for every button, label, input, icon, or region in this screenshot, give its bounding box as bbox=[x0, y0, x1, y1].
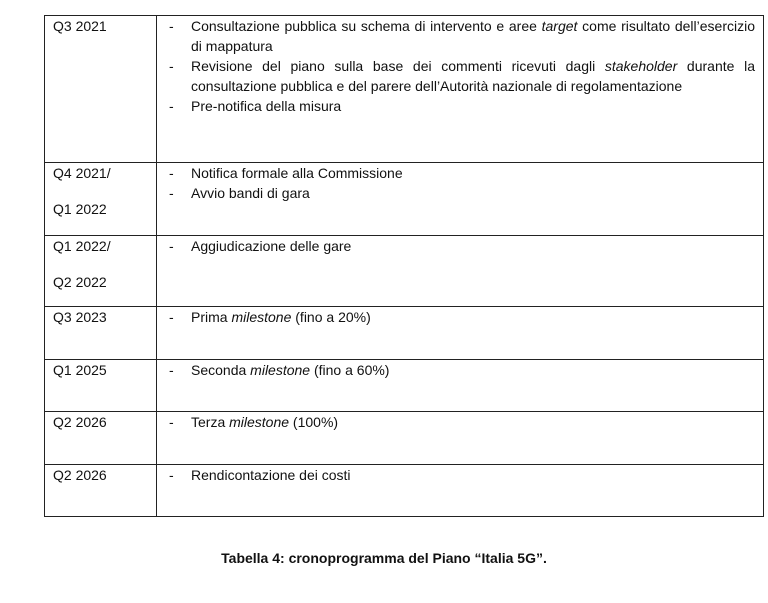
table-row bbox=[45, 360, 764, 412]
activity-text: Aggiudicazione delle gare bbox=[191, 238, 352, 254]
period-label: Q2 2026 bbox=[53, 414, 107, 430]
activities-cell bbox=[157, 236, 764, 307]
period-label: Q2 2026 bbox=[53, 467, 107, 483]
table-row bbox=[45, 16, 764, 163]
period-label: Q2 2022 bbox=[53, 274, 107, 290]
activity-text: Avvio bandi di gara bbox=[191, 185, 310, 201]
activities-list bbox=[169, 236, 755, 256]
timeline-table bbox=[44, 15, 764, 517]
activity-item bbox=[169, 236, 755, 256]
table-row bbox=[45, 412, 764, 465]
activity-item bbox=[169, 360, 755, 380]
activity-item bbox=[169, 163, 755, 183]
period-cell bbox=[45, 465, 157, 517]
activities-list bbox=[169, 307, 755, 327]
activity-text: (100%) bbox=[289, 414, 339, 430]
period-label: Q1 2022 bbox=[53, 201, 107, 217]
activity-item bbox=[169, 16, 755, 56]
activities-list bbox=[169, 465, 755, 485]
period-cell bbox=[45, 163, 157, 236]
activity-text: Prima bbox=[191, 309, 232, 325]
activities-cell bbox=[157, 412, 764, 465]
activity-text: Pre-notifica della misura bbox=[191, 98, 342, 114]
activities-cell bbox=[157, 360, 764, 412]
activity-text: Consultazione pubblica su schema di intervento e aree bbox=[191, 18, 542, 34]
period-cell bbox=[45, 16, 157, 163]
activities-cell bbox=[157, 163, 764, 236]
table-row bbox=[45, 236, 764, 307]
activities-cell bbox=[157, 307, 764, 360]
period-label: Q4 2021/ bbox=[53, 165, 111, 181]
activity-item bbox=[169, 183, 755, 203]
activity-item bbox=[169, 56, 755, 96]
activity-item bbox=[169, 307, 755, 327]
activity-text: Rendicontazione dei costi bbox=[191, 467, 351, 483]
period-cell bbox=[45, 360, 157, 412]
table-caption: Tabella 4: cronoprogramma del Piano “Italia 5G”. bbox=[221, 550, 547, 566]
activities-cell bbox=[157, 16, 764, 163]
period-cell bbox=[45, 236, 157, 307]
activities-cell bbox=[157, 465, 764, 517]
period-cell bbox=[45, 412, 157, 465]
activity-text: (fino a 20%) bbox=[291, 309, 371, 325]
activity-text: Notifica formale alla Commissione bbox=[191, 165, 403, 181]
activity-item bbox=[169, 96, 755, 116]
table-row bbox=[45, 465, 764, 517]
period-label: Q1 2025 bbox=[53, 362, 107, 378]
table-row bbox=[45, 307, 764, 360]
activities-list bbox=[169, 412, 755, 432]
period-label: Q1 2022/ bbox=[53, 238, 111, 254]
table-row bbox=[45, 163, 764, 236]
activity-item bbox=[169, 412, 755, 432]
activity-emphasis: stakeholder bbox=[604, 58, 678, 74]
activity-text: Terza bbox=[191, 414, 230, 430]
activities-list bbox=[169, 360, 755, 380]
activity-item bbox=[169, 465, 755, 485]
activity-text: durante la consultazione pubblica e del parere dell’Autorità nazionale di regolamentazione bbox=[191, 58, 755, 94]
activity-text: Seconda bbox=[191, 362, 251, 378]
activity-emphasis: milestone bbox=[229, 414, 290, 430]
period-label: Q3 2023 bbox=[53, 309, 107, 325]
period-cell bbox=[45, 307, 157, 360]
activity-emphasis: milestone bbox=[250, 362, 311, 378]
period-label: Q3 2021 bbox=[53, 18, 107, 34]
timeline-table-body bbox=[45, 16, 764, 517]
activity-text: come risultato dell’esercizio di mappatura bbox=[191, 18, 755, 54]
activity-text: (fino a 60%) bbox=[310, 362, 390, 378]
activity-emphasis: target bbox=[541, 18, 578, 34]
activities-list bbox=[169, 163, 755, 203]
activity-emphasis: milestone bbox=[231, 309, 292, 325]
activity-text: Revisione del piano sulla base dei commenti ricevuti dagli bbox=[191, 58, 605, 74]
activities-list bbox=[169, 16, 755, 116]
